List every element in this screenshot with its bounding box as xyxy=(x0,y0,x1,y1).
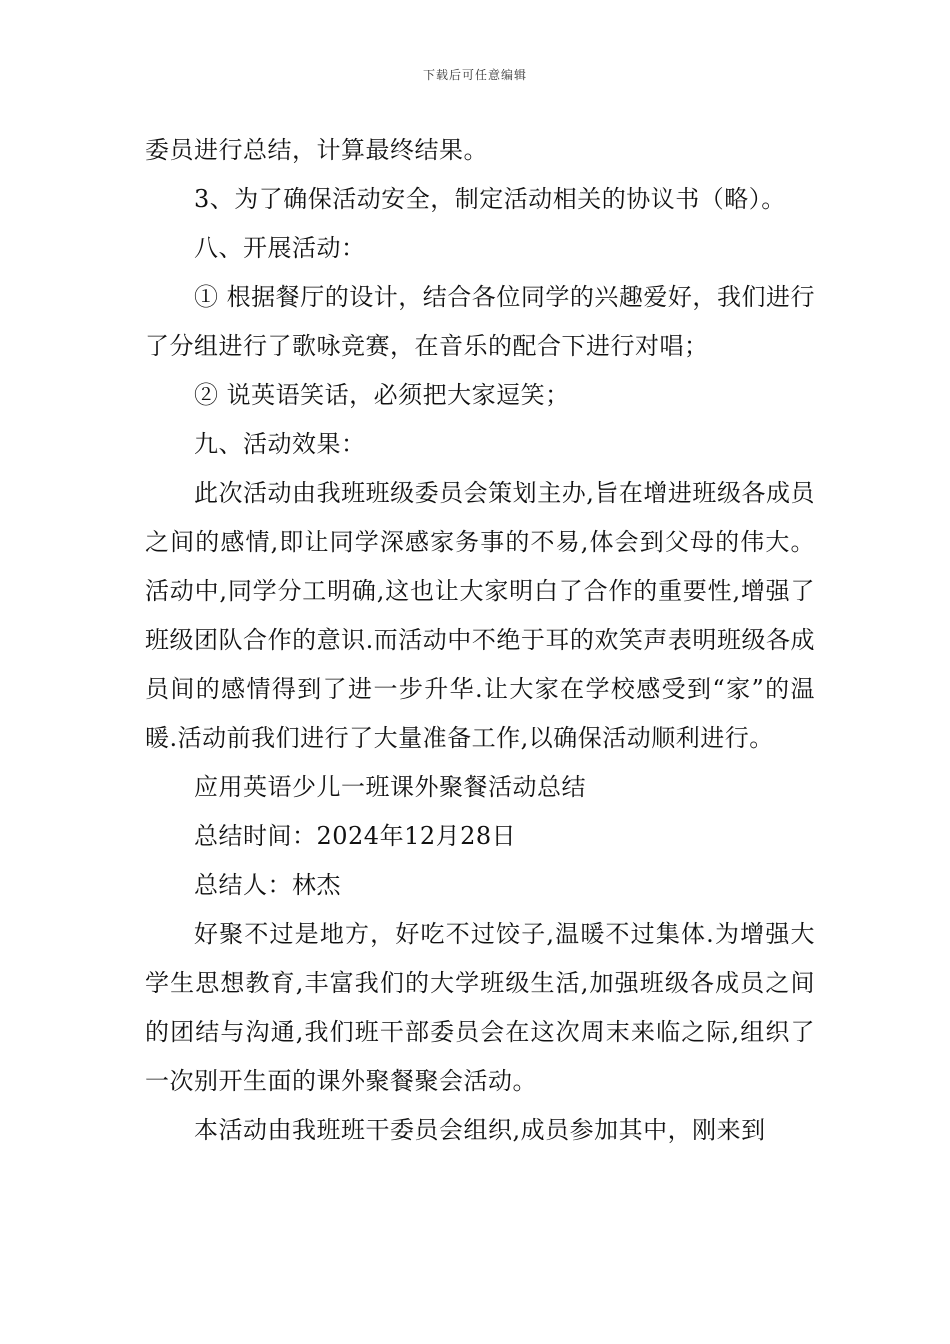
paragraph: 此次活动由我班班级委员会策划主办,旨在增进班级各成员之间的感情,即让同学深感家务事的不易,体会到父母的伟大。活动中,同学分工明确,这也让大家明白了合作的重要性,增强了班级团队合作的意识.而活动中不绝于耳的欢笑声表明班级各成员间的感情得到了进一步升华.让大家在学校感受到“家”的温暖.活动前我们进行了大量准备工作,以确保活动顺利进行。 xyxy=(145,479,815,752)
paragraph: 3、为了确保活动安全，制定活动相关的协议书（略）。 xyxy=(194,185,786,213)
page-header: 下载后可任意编辑 xyxy=(422,68,527,82)
summary-date: 总结时间：2024年12月28日 xyxy=(194,822,517,850)
paragraph: 委员进行总结，计算最终结果。 xyxy=(145,136,488,164)
section-heading: 九、活动效果： xyxy=(194,430,366,458)
section-heading: 八、开展活动： xyxy=(194,234,366,262)
paragraph: 好聚不过是地方，好吃不过饺子,温暖不过集体.为增强大学生思想教育,丰富我们的大学班级生活,加强班级各成员之间的团结与沟通,我们班干部委员会在这次周末来临之际,组织了一次别开生面的课外聚餐聚会活动。 xyxy=(145,920,815,1095)
paragraph: ② 说英语笑话，必须把大家逗笑； xyxy=(194,381,570,409)
paragraph: 本活动由我班班干委员会组织,成员参加其中，刚来到 xyxy=(194,1116,766,1144)
document-title: 应用英语少儿一班课外聚餐活动总结 xyxy=(194,773,586,801)
paragraph: ① 根据餐厅的设计，结合各位同学的兴趣爱好，我们进行了分组进行了歌咏竞赛，在音乐的配合下进行对唱； xyxy=(145,283,815,360)
summary-author: 总结人：林杰 xyxy=(194,871,341,899)
document-body xyxy=(145,126,815,1155)
